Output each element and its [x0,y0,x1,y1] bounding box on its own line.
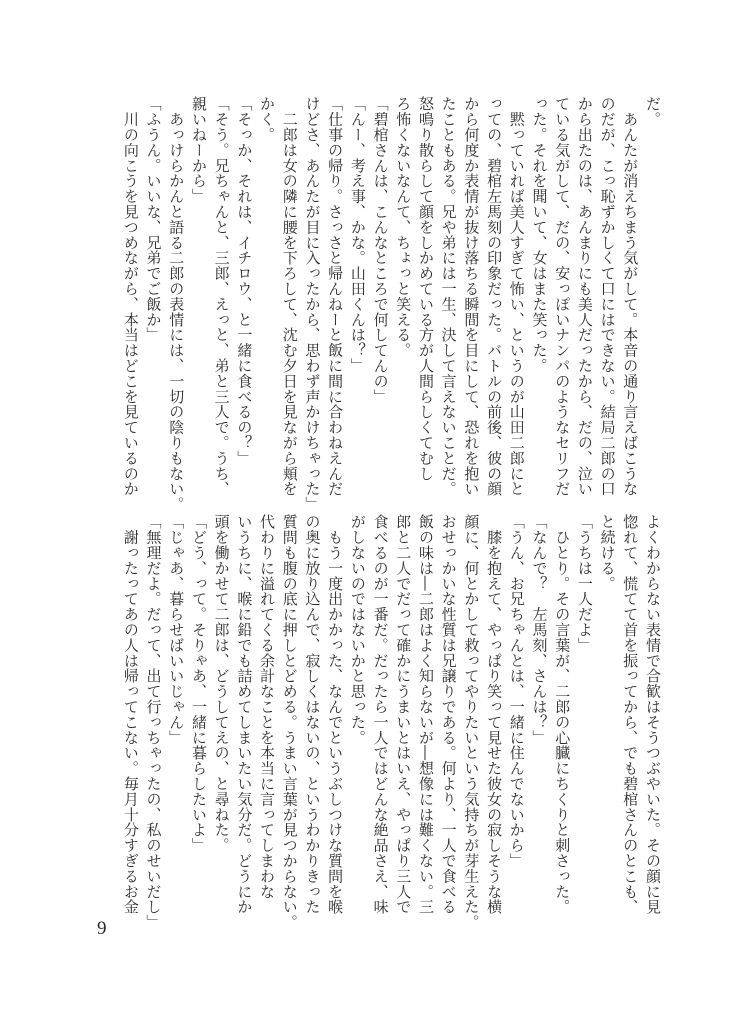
text-line: 川の向こうを見つめながら、本当はどこを見ているのか [121,96,140,497]
text-line: おせっかいな性質は兄譲りである。何より、一人で食べる [439,514,458,915]
text-line: 二郎は女の隣に腰を下ろして、沈む夕日を見ながら頬を [280,96,299,497]
text-line: 「なんで？ 左馬刻、さんは？」 [530,514,549,745]
text-line: 膝を抱えて、やっぱり笑って見せた彼女の寂しそうな横 [485,514,504,915]
text-line: 「じゃあ、暮らせばいいじゃん」 [167,514,186,745]
text-line: かく。 [258,96,277,143]
text-line: 飯の味は―二郎はよく知らないが―想像には難くない。三 [416,514,435,915]
text-line: 惚れて、慌てて首を振ってから、でも碧棺さんのとこも、 [621,514,640,915]
text-line: 「どう、って。そりゃあ、一緒に暮らしたいよ」 [189,514,208,853]
text-line: 郎と二人でだって確かにうまいとはいえ、やっぱり三人で [394,514,413,915]
text-line: よくわからない表情で合歓はそうつぶやいた。その顔に見 [644,514,662,915]
text-line: もう一度出かかった、なんでというぶしつけな質問を喉 [326,514,345,915]
text-line: 食べるのが一番だ。だったら一人ではどんな絶品さえ、味 [371,514,390,915]
page-number: 9 [97,918,107,939]
text-line: いうちに、喉に鉛でも詰めてしまいたい気分だ。どうにか [235,514,254,915]
text-line: のだが、こっ恥ずかしくて口にはできない。結局二郎の口 [598,96,617,497]
text-line: たこともある。兄や弟には一生、決して言えないことだ。 [439,96,458,497]
text-line: 「うん、お兄ちゃんとは、一緒に住んでないから」 [507,514,526,869]
text-line: 謝ったってあの人は帰ってこない。毎月十分すぎるお金 [121,514,140,915]
text-line: の奥に放り込んで、寂しくはないの、というわかりきった [303,514,322,915]
text-line: 親いねーから」 [189,96,208,204]
text-line: ろ怖くないなんて、ちょっと笑える。 [394,96,413,358]
lower-text-block [104,514,664,930]
text-line: 質問も腹の底に押しとどめる。うまい言葉が見つからない。 [280,514,299,930]
text-line: 「仕事の帰り。さっさと帰んねーと飯に間に合わねえんだ [326,96,345,497]
text-line: がしないのではないかと思った。 [348,514,367,745]
text-line: ている気がして、だの、安っぽいナンパのようなセリフだ [553,96,572,497]
text-line: 「無理だよ。だって、出て行っちゃったの、私のせいだし」 [144,514,163,930]
text-line: から出たのは、あんまりにも美人だったから、だの、泣い [575,96,594,497]
text-line: 「ふうん。いいな、兄弟でご飯か」 [144,96,163,343]
text-line: 「碧棺さんは、こんなところで何してんの」 [371,96,390,404]
text-line: 代わりに溢れてくる余計なことを本当に言ってしまわな [258,514,277,899]
text-line: 「そう。兄ちゃんと、三郎、えっと、弟と三人で。うち、 [212,96,231,497]
text-line: けどさ、あんたが目に入ったから、思わず声かけちゃった」 [303,96,322,512]
text-line: 「うちは一人だよ」 [575,514,594,653]
text-line: 怒鳴り散らして顔をしかめている方が人間らしくてむし [416,96,435,481]
text-line: 顔に、何とかして救ってやりたいという気持ちが芽生えた。 [462,514,481,930]
text-line: あんたが消えちまう気がして。本音の通り言えばこうな [621,96,640,497]
text-line: から何度か表情が抜け落ちる瞬間を目にして、恐れを抱い [462,96,481,497]
text-line: 「そっか、それは、イチロウ、と一緒に食べるの？」 [235,96,254,466]
text-line: 「んー、考え事、かな。山田くんは？」 [348,96,367,374]
text-line: った。それを聞いて、女はまた笑った。 [530,96,549,374]
text-line: だ。 [644,96,662,127]
upper-text-block [104,96,664,512]
text-line: っての、碧棺左馬刻の印象だった。バトルの前後、彼の顔 [485,96,504,497]
text-line: と続ける。 [598,514,617,591]
text-line: 黙っていれば美人すぎて怖い、というのが山田二郎にと [507,96,526,497]
text-line: 頭を働かせて二郎は、どうしてえの、と尋ねた。 [212,514,231,853]
text-line: あっけらかんと語る二郎の表情には、一切の陰りもない。 [167,96,186,512]
text-line: ひとり。その言葉が、二郎の心臓にちくりと刺さった。 [553,514,572,915]
